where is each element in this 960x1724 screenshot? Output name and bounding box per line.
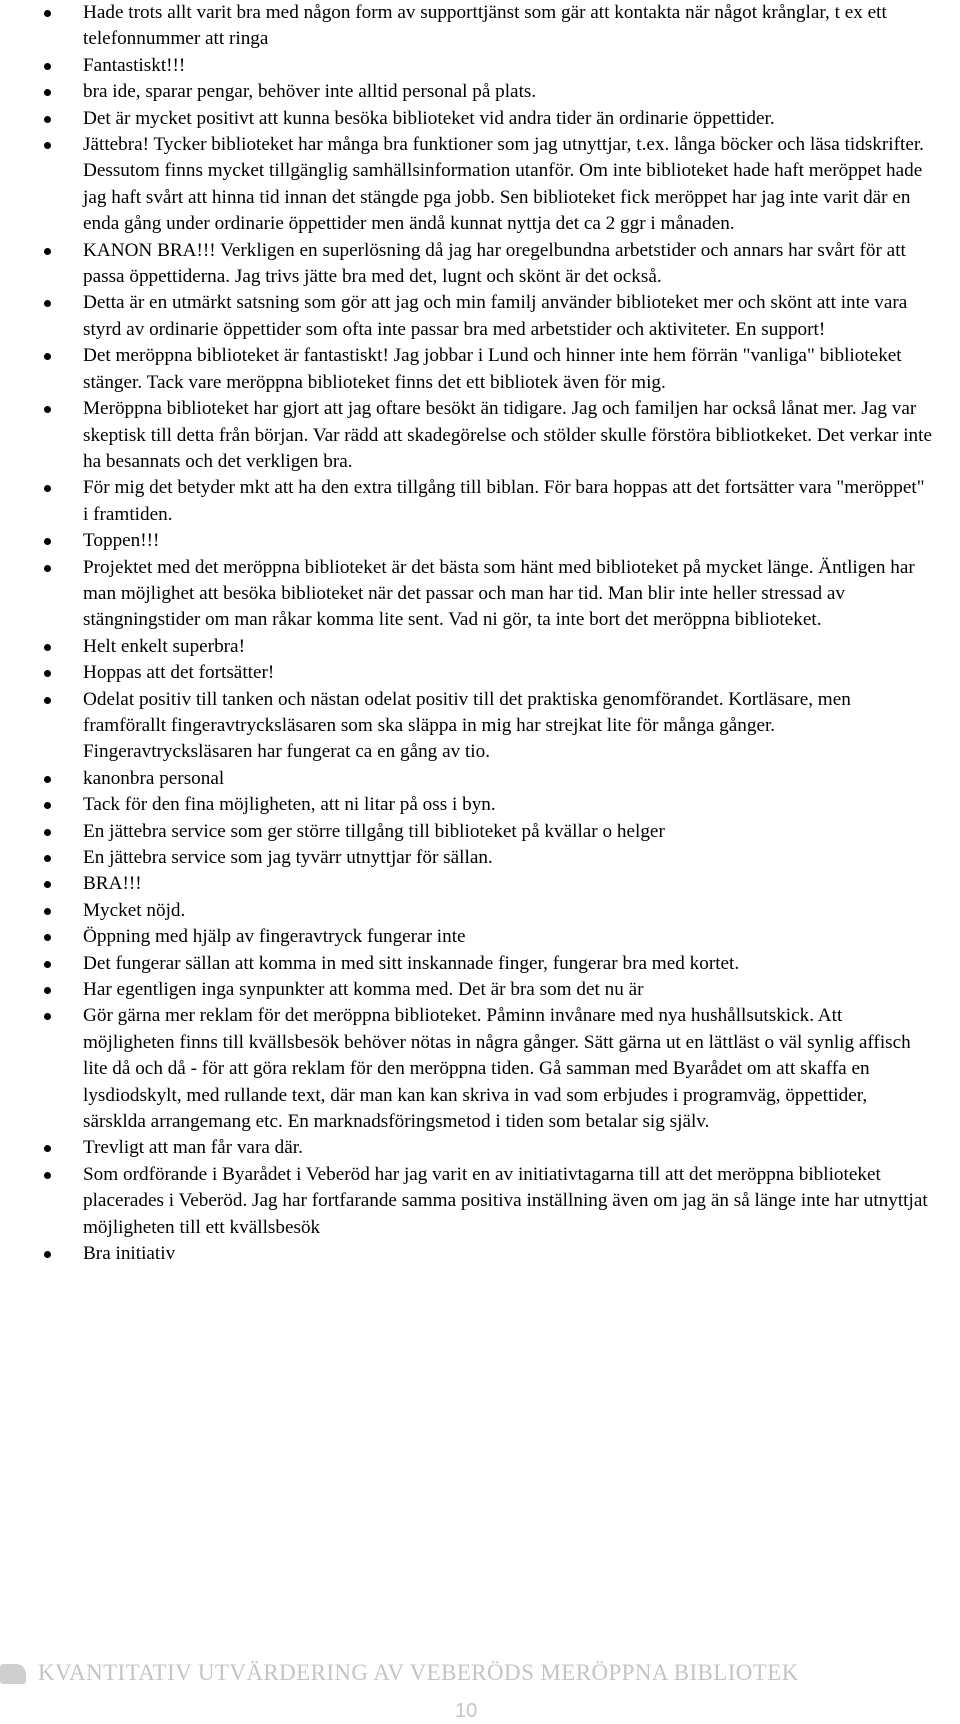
list-item bbox=[0, 819, 960, 845]
page-number: 10 bbox=[455, 1700, 478, 1722]
bullet-icon bbox=[44, 538, 51, 545]
list-item bbox=[0, 924, 960, 950]
comment-text: Det är mycket positivt att kunna besöka biblioteket vid andra tider än ordinarie öppettider. bbox=[83, 107, 775, 129]
list-item bbox=[0, 396, 960, 475]
list-item bbox=[0, 53, 960, 79]
list-item bbox=[0, 1241, 960, 1267]
bullet-icon bbox=[44, 644, 51, 651]
comment-text: Projektet med det meröppna biblioteket är det bästa som hänt med biblioteket på mycket länge. Äntligen har man möjlighet att besöka biblioteket när det passar och man har tid. Man blir inte heller stressad av stängningstider om man råkar komma lite sent. Vad ni gör, ta inte bort det meröppna biblioteket. bbox=[83, 556, 915, 631]
bullet-icon bbox=[44, 1013, 51, 1020]
comment-text: Som ordförande i Byarådet i Veberöd har jag varit en av initiativtagarna till att det meröppna biblioteket placerades i Veberöd. Jag har fortfarande samma positiva inställning även om jag än så länge inte har utnyttjat möjligheten till ett kvällsbesök bbox=[83, 1163, 928, 1238]
list-item bbox=[0, 290, 960, 343]
bullet-icon bbox=[44, 934, 51, 941]
comment-text: Det meröppna biblioteket är fantastiskt! Jag jobbar i Lund och hinner inte hem förrän "vanliga" biblioteket stänger. Tack vare meröppna biblioteket finns det ett bibliotek även för mig. bbox=[83, 345, 902, 393]
bullet-icon bbox=[44, 881, 51, 888]
comment-text: En jättebra service som jag tyvärr utnyttjar för sällan. bbox=[83, 847, 493, 868]
bullet-icon bbox=[44, 485, 51, 492]
comment-text: kanonbra personal bbox=[83, 767, 225, 789]
comment-text: Odelat positiv till tanken och nästan odelat positiv till det praktiska genomförandet. Kortläsare, men framförallt fingeravtrycksläsaren som ska släppa in mig har strejkat lite för många gånger. Fingeravtrycksläsaren har fungerat ca en gång av tio. bbox=[83, 688, 851, 763]
list-item bbox=[0, 528, 960, 554]
list-item bbox=[0, 687, 960, 766]
list-item bbox=[0, 898, 960, 924]
list-item bbox=[0, 845, 960, 871]
list-item bbox=[0, 106, 960, 132]
footer-title: KVANTITATIV UTVÄRDERING AV VEBERÖDS MERÖPPNA BIBLIOTEK bbox=[38, 1660, 799, 1685]
comment-text: bra ide, sparar pengar, behöver inte alltid personal på plats. bbox=[83, 81, 537, 103]
comment-text: För mig det betyder mkt att ha den extra tillgång till biblan. För bara hoppas att det fortsätter vara "meröppet" i framtiden. bbox=[83, 477, 925, 525]
comment-text: BRA!!! bbox=[83, 873, 142, 895]
comment-text: Bra initiativ bbox=[83, 1243, 176, 1265]
list-item bbox=[0, 132, 960, 238]
comment-text: Mycket nöjd. bbox=[83, 899, 186, 921]
bullet-icon bbox=[44, 908, 51, 915]
bullet-icon bbox=[44, 63, 51, 70]
bullet-icon bbox=[44, 1251, 51, 1258]
comment-text: Fantastiskt!!! bbox=[83, 54, 186, 76]
list-item bbox=[0, 951, 960, 977]
bullet-icon bbox=[44, 300, 51, 307]
list-item bbox=[0, 977, 960, 1003]
bullet-icon bbox=[44, 1145, 51, 1152]
bullet-icon bbox=[44, 697, 51, 704]
bullet-icon bbox=[44, 987, 51, 994]
list-item bbox=[0, 343, 960, 396]
list-item bbox=[0, 871, 960, 897]
bullet-icon bbox=[44, 406, 51, 413]
comment-text: Det fungerar sällan att komma in med sitt inskannade finger, fungerar bra med kortet. bbox=[83, 952, 740, 974]
bullet-icon bbox=[44, 89, 51, 96]
bullet-icon bbox=[44, 670, 51, 677]
comment-text: Toppen!!! bbox=[83, 530, 160, 552]
comment-text: Gör gärna mer reklam för det meröppna biblioteket. Påminn invånare med nya hushållsutskick. Att möjligheten finns till kvällsbesök behöver nötas in några gånger. Sätt gärna ut en lättläst o väl synlig affisch lite då och då - för att göra reklam för den meröppna tiden. Gå samman med Byarådet om att skaffa en lysdiodskylt, med rullande text, där man kan kan skriva in vad som erbjudes i programväg, öppettider, särsklda arrangemang etc. En marknadsföringsmetod i tiden som betalar sig själv. bbox=[83, 1005, 911, 1133]
comment-text: Tack för den fina möjligheten, att ni litar på oss i byn. bbox=[83, 794, 496, 816]
list-item bbox=[0, 555, 960, 634]
bullet-icon bbox=[44, 248, 51, 255]
bullet-icon bbox=[44, 829, 51, 836]
footer-logo-icon bbox=[0, 1664, 26, 1684]
bullet-icon bbox=[44, 116, 51, 123]
list-item bbox=[0, 79, 960, 105]
bullet-icon bbox=[44, 353, 51, 360]
list-item bbox=[0, 1003, 960, 1135]
comment-text: Meröppna biblioteket har gjort att jag oftare besökt än tidigare. Jag och familjen har också lånat mer. Jag var skeptisk till detta från början. Var rädd att skadegörelse och stölder skulle förstöra bibliotkeket. Det verkar inte ha besannats och det verkligen bra. bbox=[83, 398, 932, 472]
list-item bbox=[0, 475, 960, 528]
list-item bbox=[0, 0, 960, 53]
bullet-icon bbox=[44, 10, 51, 17]
comment-text: Hoppas att det fortsätter! bbox=[83, 662, 275, 684]
list-item bbox=[0, 1135, 960, 1161]
list-item bbox=[0, 766, 960, 792]
comment-text: En jättebra service som ger större tillgång till biblioteket på kvällar o helger bbox=[83, 820, 665, 842]
comment-text: Detta är en utmärkt satsning som gör att jag och min familj använder biblioteket mer och skönt att inte vara styrd av ordinarie öppettider som ofta inte passar bra med arbetstider och aktiviteter. En support! bbox=[83, 292, 908, 340]
list-item bbox=[0, 792, 960, 818]
bullet-icon bbox=[44, 802, 51, 809]
comment-text: Öppning med hjälp av fingeravtryck fungerar inte bbox=[83, 926, 466, 948]
comment-text: KANON BRA!!! Verkligen en superlösning då jag har oregelbundna arbetstider och annars har svårt för att passa öppettiderna. Jag trivs jätte bra med det, lugnt och skönt är det också. bbox=[83, 239, 906, 288]
bullet-icon bbox=[44, 855, 51, 862]
comment-text: Trevligt att man får vara där. bbox=[83, 1137, 303, 1159]
bullet-icon bbox=[44, 961, 51, 968]
comment-text: Hade trots allt varit bra med någon form av supporttjänst som gär att kontakta när något krånglar, t ex ett telefonnummer att ringa bbox=[83, 2, 887, 50]
bullet-icon bbox=[44, 565, 51, 572]
comment-text: Helt enkelt superbra! bbox=[83, 635, 245, 657]
bullet-icon bbox=[44, 142, 51, 149]
list-item bbox=[0, 634, 960, 660]
list-item bbox=[0, 1162, 960, 1241]
comment-text: Har egentligen inga synpunkter att komma med. Det är bra som det nu är bbox=[83, 979, 644, 1001]
comment-text: Jättebra! Tycker biblioteket har många bra funktioner som jag utnyttjar, t.ex. långa böcker och läsa tidskrifter. Dessutom finns mycket tillgänglig samhällsinformation utanför. Om inte biblioteket hade haft meröppet hade jag haft svårt att hinna tid innan det stängde pga jobb. Sen biblioteket fick meröppet har jag inte varit där en enda gång under ordinarie öppettider men ändå kunnat nyttja det ca 2 ggr i månaden. bbox=[83, 134, 924, 235]
list-item bbox=[0, 660, 960, 686]
bullet-icon bbox=[44, 1172, 51, 1179]
list-item bbox=[0, 238, 960, 291]
bullet-icon bbox=[44, 776, 51, 783]
